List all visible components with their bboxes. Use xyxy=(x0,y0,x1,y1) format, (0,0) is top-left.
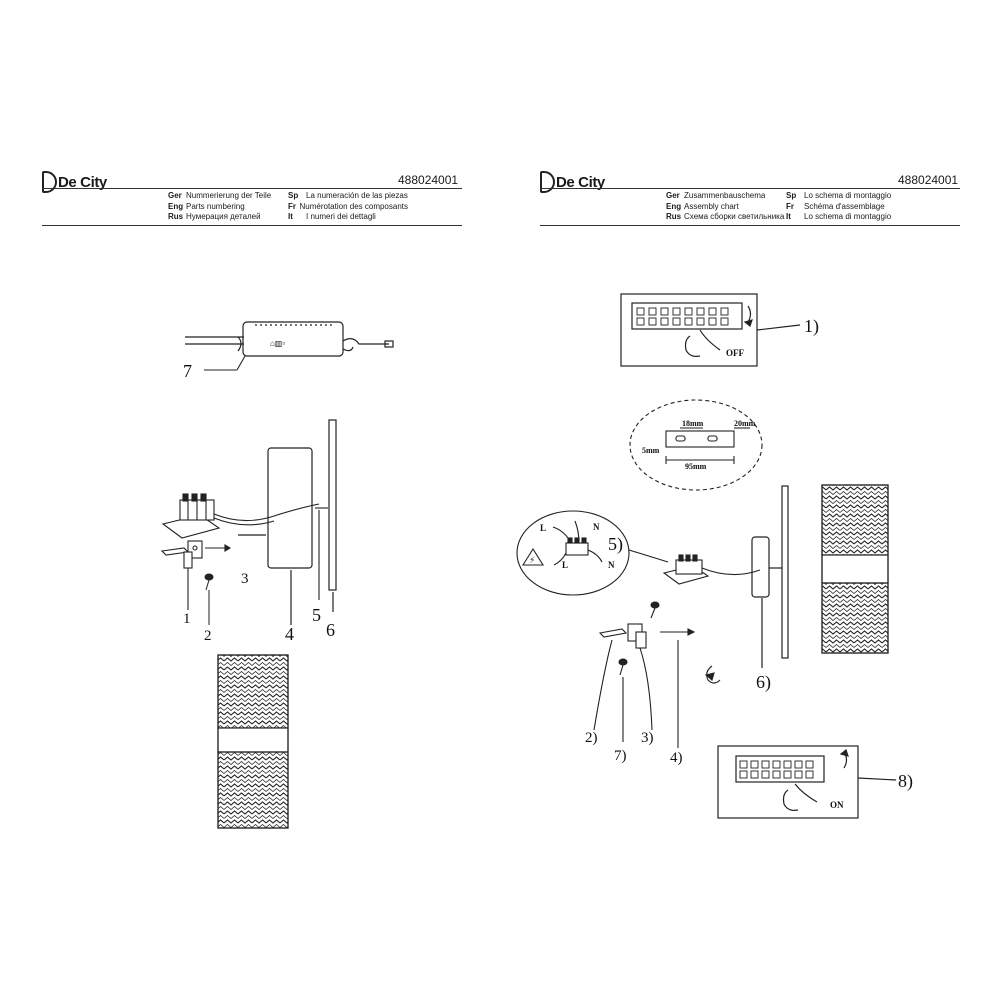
bracket-dimension-detail xyxy=(630,400,762,490)
document-number: 488024001 xyxy=(898,173,959,187)
language-row: Rus Нумерация деталей It I numeri dei dettagli xyxy=(168,212,376,221)
step-label-5: 5) xyxy=(608,534,623,554)
mounting-bracket-part-1 xyxy=(162,541,230,610)
logo-text: De City xyxy=(556,173,605,191)
step-label-2: 2) xyxy=(585,730,598,746)
part-label-7: 7 xyxy=(183,361,192,381)
electric-warning-icon: ⚡ xyxy=(529,555,536,565)
step-label-3: 3) xyxy=(641,730,654,746)
wall-plate-step-6 xyxy=(752,486,788,668)
screw-part-2 xyxy=(205,574,213,625)
step-label-6: 6) xyxy=(756,672,771,692)
lamp-shade-front-view xyxy=(218,655,288,828)
part-label-6: 6 xyxy=(326,620,335,640)
logo-text: De City xyxy=(58,173,107,191)
mounting-bracket-parts xyxy=(594,602,720,748)
part-label-1: 1 xyxy=(183,611,191,627)
step-label-4: 4) xyxy=(670,750,683,766)
language-row: Eng Parts numbering Fr Numérotation des composants xyxy=(168,201,408,211)
part-label-3: 3 xyxy=(241,571,249,587)
step-label-1: 1) xyxy=(804,316,819,336)
document-number: 488024001 xyxy=(398,173,459,187)
language-row: Ger Nummerierung der Teile Sp La numeración de las piezas xyxy=(168,191,408,200)
lamp-shade-front-view xyxy=(822,485,888,653)
language-row: Rus Схема сборки светильника It Lo schema di montaggio xyxy=(666,212,892,221)
dimension-20mm: 20mm xyxy=(734,419,756,428)
wire-label-neutral-top: N xyxy=(593,522,600,532)
part-label-5: 5 xyxy=(312,605,321,625)
switch-on-text: ON xyxy=(830,800,844,810)
part-label-2: 2 xyxy=(204,628,212,644)
led-driver-part-7 xyxy=(185,322,393,356)
leader-line-7 xyxy=(204,356,245,370)
language-row: Eng Assembly chart Fr Schéma d'assemblage xyxy=(666,201,885,211)
language-row: Ger Zusammenbauschema Sp Lo schema di montaggio xyxy=(666,191,892,200)
wire-label-live-bottom: L xyxy=(562,560,569,570)
switch-off-text: OFF xyxy=(726,348,744,358)
wire-label-live-top: L xyxy=(540,523,547,533)
part-label-4: 4 xyxy=(285,624,294,644)
terminal-block-assembly xyxy=(664,555,760,584)
step-label-8: 8) xyxy=(898,771,913,791)
wall-plate-part-4 xyxy=(238,448,312,625)
dimension-95mm: 95mm xyxy=(685,462,707,471)
dimension-5mm: 5mm xyxy=(642,446,660,455)
dimension-18mm: 18mm xyxy=(682,419,704,428)
screw-part-5 xyxy=(315,508,328,600)
terminal-block-assembly xyxy=(163,494,319,538)
wire-label-neutral-bottom: N xyxy=(608,560,615,570)
front-panel-part-6 xyxy=(329,420,336,612)
breaker-off-illustration xyxy=(621,294,800,366)
step-label-7: 7) xyxy=(614,748,627,764)
driver-marking-icon: ⌂▥▫ xyxy=(270,339,286,348)
breaker-on-illustration xyxy=(718,746,896,818)
